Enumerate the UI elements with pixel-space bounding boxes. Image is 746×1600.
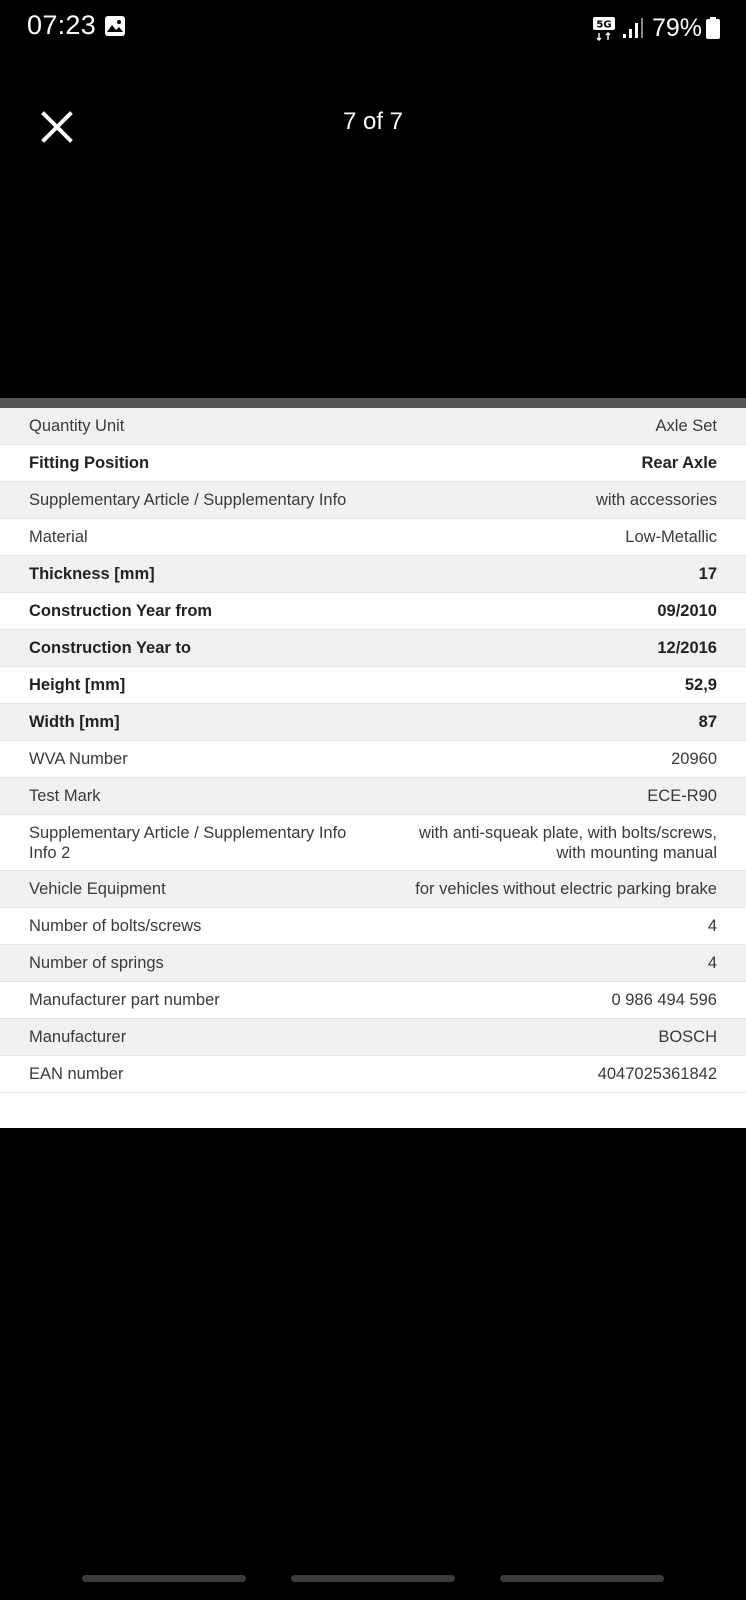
spec-value: with anti-squeak plate, with bolts/screws, with mounting manual: [378, 815, 746, 871]
spec-value: with accessories: [378, 482, 746, 519]
spec-image: [0, 398, 746, 1128]
table-row: [0, 1019, 746, 1056]
spec-label: Construction Year to: [0, 630, 378, 667]
spec-label: Quantity Unit: [0, 408, 378, 445]
spec-label: Construction Year from: [0, 593, 378, 630]
table-row: [0, 982, 746, 1019]
battery-percent: 79%: [651, 13, 702, 42]
table-row: [0, 556, 746, 593]
spec-value: 4: [378, 908, 746, 945]
spec-label: Manufacturer part number: [0, 982, 378, 1019]
signal-icon: [622, 17, 644, 39]
battery-icon: [706, 17, 720, 39]
spec-value: 12/2016: [378, 630, 746, 667]
table-row: [0, 482, 746, 519]
gallery-icon: [104, 15, 126, 37]
table-row: [0, 741, 746, 778]
spec-value: 4047025361842: [378, 1056, 746, 1093]
page-counter: 7 of 7: [342, 108, 404, 135]
spec-label: WVA Number: [0, 741, 378, 778]
spec-label: Supplementary Article / Supplementary Info: [0, 482, 378, 519]
spec-value: 87: [378, 704, 746, 741]
status-time: 07:23: [27, 10, 97, 40]
table-row: [0, 871, 746, 908]
table-row: [0, 908, 746, 945]
spec-value: 17: [378, 556, 746, 593]
spec-value: 0 986 494 596: [378, 982, 746, 1019]
spec-label: EAN number: [0, 1056, 378, 1093]
spec-value: 09/2010: [378, 593, 746, 630]
table-row: [0, 630, 746, 667]
spec-label: Vehicle Equipment: [0, 871, 378, 908]
5g-network-icon: [592, 15, 616, 41]
table-row: [0, 1056, 746, 1093]
spec-label: Number of springs: [0, 945, 378, 982]
spec-value: Rear Axle: [378, 445, 746, 482]
sheet-header-bar: [0, 398, 746, 408]
spec-value: 52,9: [378, 667, 746, 704]
spec-value: Low-Metallic: [378, 519, 746, 556]
table-row: [0, 778, 746, 815]
navigation-bar: [0, 1575, 746, 1589]
table-row: [0, 815, 746, 871]
table-row: [0, 408, 746, 445]
spec-label: Material: [0, 519, 378, 556]
spec-label: Manufacturer: [0, 1019, 378, 1056]
table-row: [0, 704, 746, 741]
spec-value: for vehicles without electric parking brake: [378, 871, 746, 908]
spec-label: Thickness [mm]: [0, 556, 378, 593]
spec-label: Height [mm]: [0, 667, 378, 704]
spec-label: Test Mark: [0, 778, 378, 815]
spec-label: Supplementary Article / Supplementary Info Info 2: [0, 815, 378, 871]
spec-label: Width [mm]: [0, 704, 378, 741]
spec-value: Axle Set: [378, 408, 746, 445]
spec-value: 20960: [378, 741, 746, 778]
spec-table: [0, 408, 746, 1093]
nav-recents-button[interactable]: [82, 1575, 246, 1582]
spec-label: Number of bolts/screws: [0, 908, 378, 945]
table-row: [0, 593, 746, 630]
table-row: [0, 519, 746, 556]
status-icons: [592, 12, 720, 44]
nav-home-button[interactable]: [291, 1575, 455, 1582]
table-row: [0, 445, 746, 482]
spec-value: ECE-R90: [378, 778, 746, 815]
spec-label: Fitting Position: [0, 445, 378, 482]
table-row: [0, 667, 746, 704]
table-row: [0, 945, 746, 982]
status-bar: [0, 0, 746, 56]
svg-text:5G: 5G: [596, 19, 612, 31]
spec-value: BOSCH: [378, 1019, 746, 1056]
nav-back-button[interactable]: [500, 1575, 664, 1582]
spec-value: 4: [378, 945, 746, 982]
